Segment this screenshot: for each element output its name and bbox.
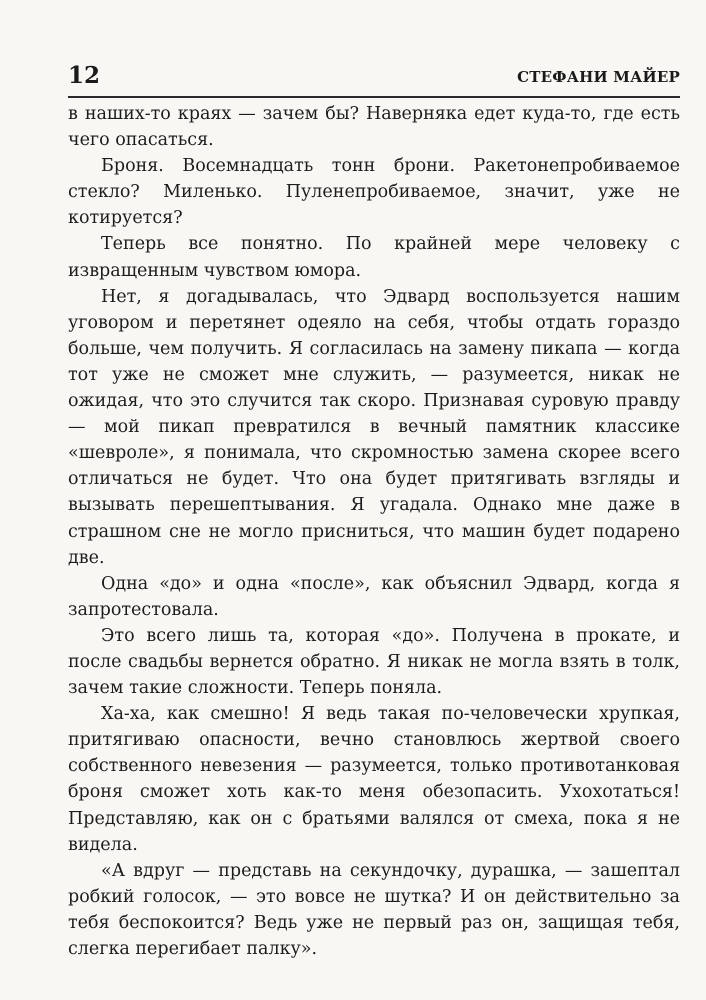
paragraph: в наших-то краях — зачем бы? Наверняка едет куда-то, где есть чего опасаться. [68,104,680,151]
page-number: 12 [68,62,101,89]
page-header [68,62,680,92]
running-head-author: СТЕФАНИ МАЙЕР [517,68,680,86]
paragraph: Броня. Восемнадцать тонн брони. Ракетонепробиваемое стекло? Миленько. Пуленепробиваемое, значит, уже не котируется? [68,156,680,229]
paragraph: Ха-ха, как смешно! Я ведь такая по-человечески хрупкая, притягиваю опасности, вечно становлюсь жертвой своего собственного невезения — разумеется, только противотанковая броня сможет хоть как-то меня обезопасить. Ухохотаться! Представляю, как он с братьями валялся от смеха, пока я не видела. [68,704,680,855]
paragraph: Нет, я догадывалась, что Эдвард воспользуется нашим уговором и перетянет одеяло на себя, чтобы отдать гораздо больше, чем получить. Я согласилась на замену пикапа — когда тот уже не сможет мне служить, — разумеется, никак не ожидая, что это случится так скоро. Признавая суровую правду — мой пикап превратился в вечный памятник классике «шевроле», я понимала, что скромностью замена скорее всего отличаться не будет. Что она будет притягивать взгляды и вызывать перешептывания. Я угадала. Однако мне даже в страшном сне не могло присниться, что машин будет подарено две. [68,286,680,568]
paragraph: Теперь все понятно. По крайней мере человеку с извращенным чувством юмора. [68,234,680,281]
paragraph: Одна «до» и одна «после», как объяснил Эдвард, когда я запротестовала. [68,573,680,620]
paragraph: «А вдруг — представь на секундочку, дурашка, — зашептал робкий голосок, — это вовсе не шутка? И он действительно за тебя беспокоится? Ведь уже не первый раз он, защищая тебя, слегка перегибает палку». [68,860,680,959]
body-text [68,101,680,962]
paragraph: Это всего лишь та, которая «до». Получена в прокате, и после свадьбы вернется обратно. Я никак не могла взять в толк, зачем такие сложности. Теперь поняла. [68,625,680,699]
header-divider [68,96,680,98]
